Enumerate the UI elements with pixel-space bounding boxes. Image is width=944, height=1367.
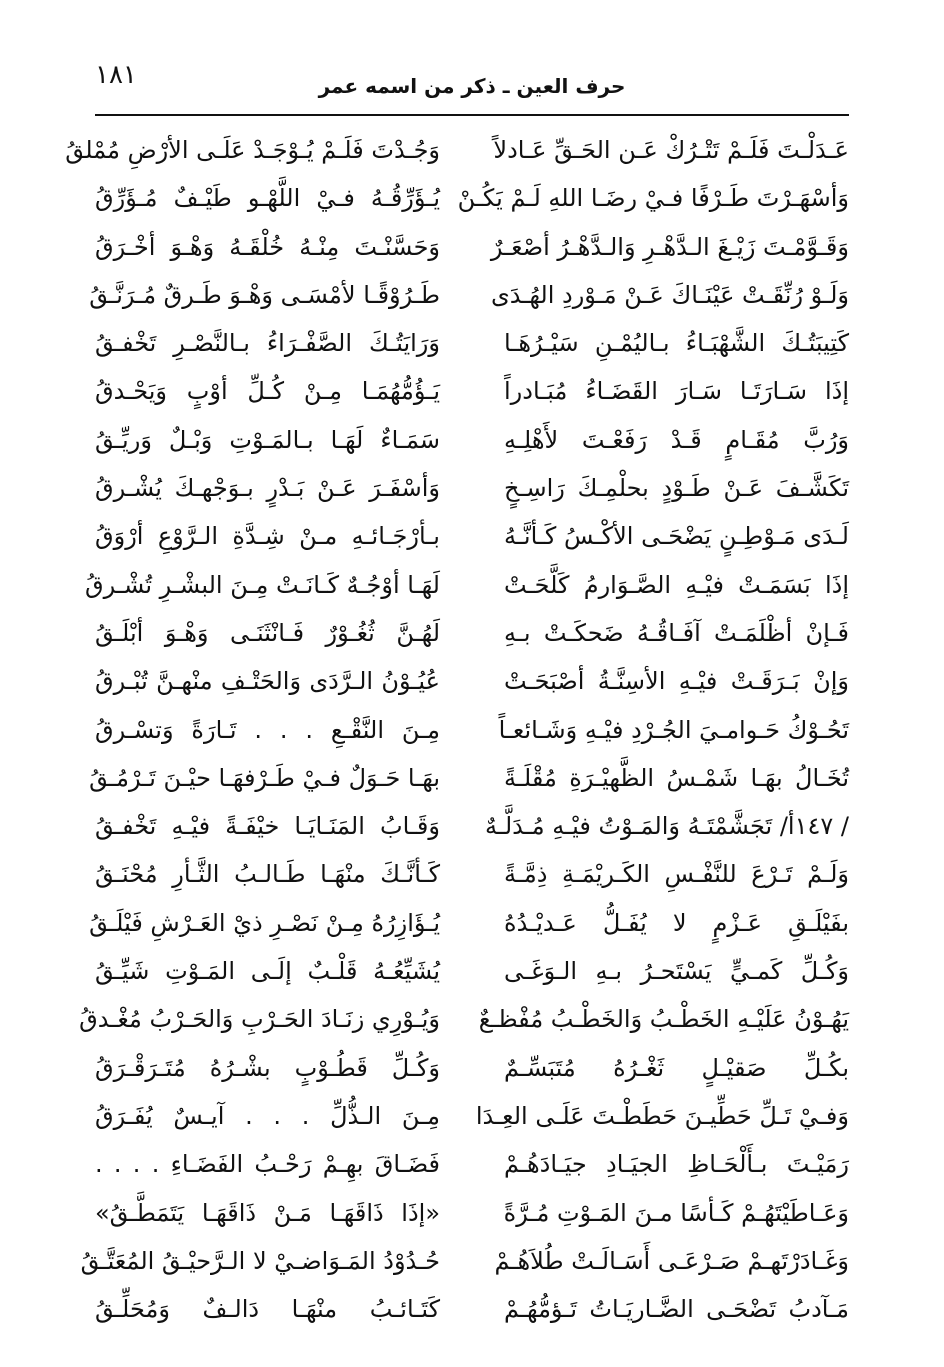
left-verse: حُـدُوْدُ المَـوَاضـيْ لا الـرَّحيْـقُ المُعَتَّـقُ xyxy=(80,1246,440,1275)
left-verse: لَهَـا أوْجُـهٌ كَـانَـتْ مِـنَ البشْـرِ تُشْـرقُ xyxy=(85,570,440,599)
right-verse: وَلَـمْ تَـرْعَ للنَّفْـسِ الكَـريْمَـةِ ذِمَّـةً xyxy=(504,860,849,889)
left-verse: وَجُـدْتَ فَلَـمْ يُـوْجَـدْ عَلَـى الأرْضِ مُمْلقُ xyxy=(65,136,440,164)
poem-body xyxy=(65,126,849,1324)
left-verse: سَمَـاءٌ لَهَـا بـالمَـوْتِ وَبْـلٌ وَريِّـقُ xyxy=(95,425,440,454)
left-verse: فَضَـاقَ بهِـمْ رَحْـبُ الفَضَـاءِ . . . . xyxy=(95,1150,440,1179)
right-verse: فَـإنْ أظْلَمَـتْ آفَـاقُـهُ ضَحكَـتْ بـهِ xyxy=(504,618,849,647)
left-column xyxy=(65,126,440,1324)
left-verse: وَأسْفَـرَ عَـنْ بَـدْرٍ بـوَجْهـكَ يُشْـرقُ xyxy=(95,474,440,503)
right-verse: إذَا بَسَمَـتْ فيْـهِ الصَّـوَارمُ كَلَّحَـتْ xyxy=(504,570,849,599)
right-verse: بفَيْلَـقِ عَـزْمٍ لا يُفَـلُّ عَـديْـدُهُ xyxy=(504,908,849,937)
right-verse: بكُـلِّ صَقيْـلٍ ثَغْـرُهُ مُتَبَسِّـمٌ xyxy=(504,1053,849,1082)
right-column xyxy=(457,126,849,1324)
right-verse: تَكَشَّـفَ عَـنْ طَـوْدٍ بحلْمِـكَ رَاسِـخٍ xyxy=(504,474,849,503)
right-verse: وَإنْ بَـرَقَـتْ فيْـهِ الأسِنَّـةُ أصْبَحَـتْ xyxy=(504,667,849,696)
left-verse: وَحَسَّنْـتَ مِنْـهُ خُلْقَـهُ وَهْـوَ أخْـرَقُ xyxy=(95,232,440,261)
left-verse: «إذَا ذَاقَهَـا مَـنْ ذَاقَهَـا يَتَمَطَّـقُ» xyxy=(95,1198,440,1227)
right-verse: تَحُـوْكُ حَـوامـيَ الجُـرْدِ فيْـهِ وَشَـائعـاً xyxy=(498,715,849,744)
left-verse: بهَـا حَـوَلٌ فـيْ طَـرْفهَـا حيْـنَ تَـرْمُـقُ xyxy=(89,763,440,792)
right-verse: وَغَـادَرْتَهـمْ صَـرْعَـى أَسَـالَـتْ طُلاَهُـمْ xyxy=(494,1246,849,1275)
left-verse: وَقَـابُ المَنَـايَـا خيْفَـةً فيْـهِ تَخْفـقُ xyxy=(95,812,440,841)
right-verse: عَـدَلْـتَ فَلَـمْ تَتْـرُكْ عَـن الحَـقِّ عَـادلاً xyxy=(493,136,849,164)
left-verse: عُيُـوْنُ الـرَّدَى وَالحَتْـفِ منْهـنَّ تُبْـرقُ xyxy=(95,667,440,696)
left-verse: يُـؤَازِرُهُ مِـنْ نَصْـرِ ذيْ العَـرْشِ فَيْلَـقُ xyxy=(89,908,440,937)
right-verse: / ١٤٧أ/ تَجَشَّمْتَـهُ وَالمَـوْتُ فيْـهِ مُـدَلَّـهٌ xyxy=(484,812,849,841)
right-verse: وَأسْهَـرْتَ طَـرْفًا فـيْ رضَـا اللهِ لَـمْ يَكُـنْ xyxy=(457,184,849,213)
left-verse: وَرَايَتُـكَ الصَّفْـرَاءُ بـالنَّصْـرِ تَخْفـقُ xyxy=(95,329,440,358)
left-verse: يَـؤُمُّهُمَـا مِـنْ كُـلِّ أوْبٍ وَيَحْـدقُ xyxy=(95,377,440,406)
running-title: حرف العين ـ ذكر من اسمه عمر xyxy=(318,74,626,98)
right-verse: يَهُـوْنُ عَلَيْـهِ الخَطْـبُ وَالخَطْـبُ مُفْظـعٌ xyxy=(478,1005,849,1034)
left-verse: وَيُـوْرِي زنَـادَ الحَـرْبِ وَالحَـرْبُ مُغْـدقُ xyxy=(79,1005,440,1034)
page-header xyxy=(95,60,849,116)
right-verse: لَـدَى مَـوْطِـنٍ يَضْحَـى الأكْـسُ كَـأنَّـهُ xyxy=(504,522,849,551)
right-verse: كَتِيبَتُـكَ الشَّهْبَـاءُ بـاليُمْـنِ سَيْـرُهَـا xyxy=(504,329,849,358)
right-verse: وَكُـلِّ كَمـيٍّ يَسْتَحـرُ بـهِ الـوَغَـى xyxy=(504,957,849,986)
right-verse: رَمَيْـتَ بـأَلْحَـاظِ الجيَـادِ جيَـادَهُـمْ xyxy=(504,1150,849,1179)
left-verse: يُـؤَرِّقُـهُ فـيْ اللَّهْـو طَيْـفٌ مُـؤَرِّقُ xyxy=(95,184,440,213)
right-verse: إذَا سَـارَتَـا سَـارَ القَضَـاءُ مُبَـادراً xyxy=(504,377,849,406)
left-verse: كَـأنَّـكَ منْهَـا طَـالـبُ الثَّـأرِ مُحْنَـقُ xyxy=(95,860,440,889)
right-verse: وَلَـوْ رُنِّقَـتْ عَيْنَـاكَ عَـنْ مَـوْردِ الهُـدَى xyxy=(490,280,849,309)
page-number: ١٨١ xyxy=(95,60,137,90)
left-verse: وَكُـلِّ قَطُـوْبٍ بشْـرُهُ مُتَـرَقْـرَقُ xyxy=(95,1053,440,1082)
left-verse: كَتَـائـبُ منْهَـا دَالـفٌ وَمُحَلِّـقُ xyxy=(95,1295,440,1324)
right-verse: وَرُبَّ مُقَـامٍ قَـدْ رَفَعْـتَ لأَهْلِـهِ xyxy=(504,425,849,454)
right-verse: تُخَـالُ بهَـا شَمْـسُ الظَّهيْـرَةِ مُقْلَـةً xyxy=(504,763,849,792)
right-verse: مَـآدبُ تَضْحَـى الضَّـاريَـاتُ تَـؤمُّهُـمْ xyxy=(504,1295,849,1324)
left-verse: لَهُـنَّ ثُغُـوْرٌ فَـانْثَنَـى وَهْـوَ أبْلَـقُ xyxy=(95,618,440,647)
left-verse: يُشَيِّعُـهُ قَلْـبٌ إلَـى المَـوْتِ شَيِّـقُ xyxy=(95,957,440,986)
right-verse: وَعَـاطَيْتَهُـمْ كَـأسًا مـنَ المَـوْتِ مُـرَّةً xyxy=(503,1198,849,1227)
right-verse: وَقَـوَّمْـتَ زَيْـغَ الـدَّهْـرِ وَالـدَّهْـرُ أصْعَـرٌ xyxy=(490,232,849,261)
left-verse: بـأرْجَـائـهِ مـنْ شِـدَّةِ الـرَّوْعِ أرْوَقُ xyxy=(95,522,440,551)
left-verse: مِـنَ النَّقْـعِ . . . تَـارَةً وَتسْـرقُ xyxy=(95,715,440,744)
left-verse: مِـنَ الـذُّلِّ . . . آيـسٌ يُفَـرَقُ xyxy=(95,1101,440,1130)
left-verse: طَـرُوْقًـا لأمْسَـى وَهْـوَ طَـرقٌ مُـرَنَّـقُ xyxy=(89,280,440,309)
right-verse: وَفـيْ تَـلِّ حَطِّيـنَ حَطَطْـتَ عَلَـى العِـدَا xyxy=(475,1101,849,1130)
